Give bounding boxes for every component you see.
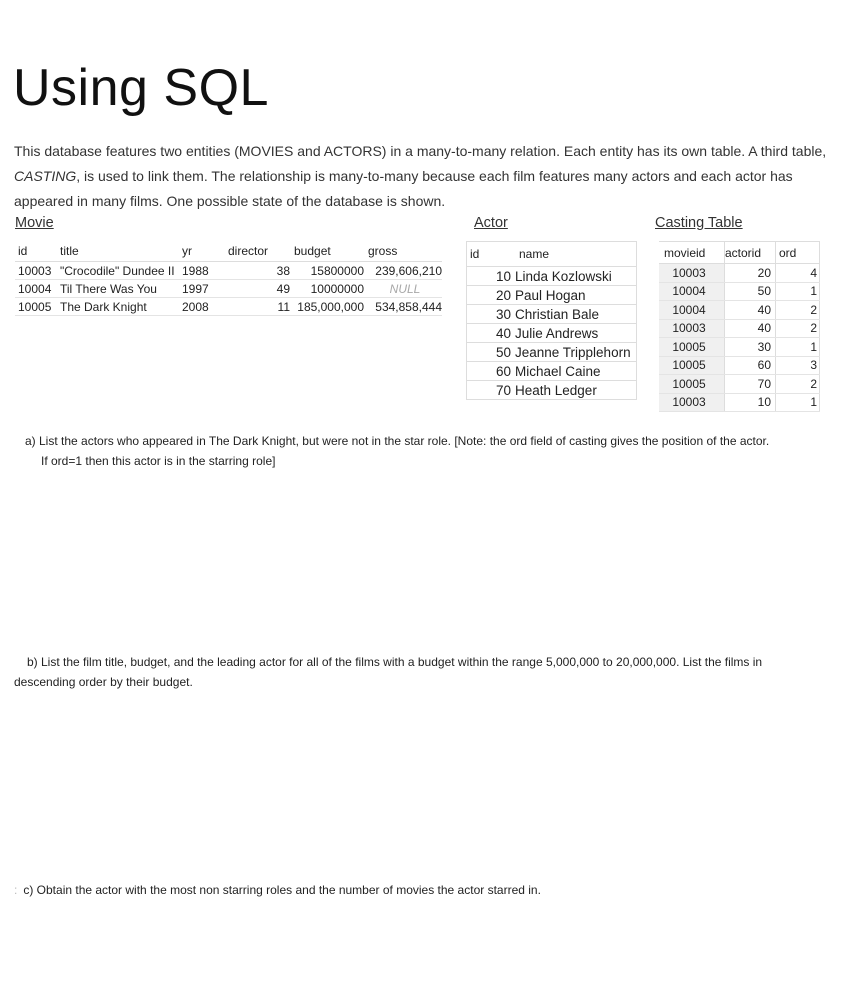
movie-label: Movie: [15, 215, 54, 231]
table-row: [659, 338, 820, 357]
intro-casting-emphasis: CASTING: [14, 168, 77, 184]
table-row: [659, 319, 820, 338]
actor-label: Actor: [474, 215, 508, 231]
table-row: [659, 264, 820, 283]
table-row: [15, 298, 442, 316]
table-row: [659, 301, 820, 320]
movie-cell-budget: 10000000: [294, 280, 368, 298]
actor-cell-name: Jeanne Tripplehorn: [515, 343, 637, 362]
casting-cell-movieid: 10005: [659, 338, 725, 357]
movie-header-yr: yr: [182, 241, 228, 262]
casting-cell-movieid: 10005: [659, 375, 725, 394]
question-c-bullet: :: [14, 883, 18, 897]
actor-cell-id: 60: [467, 362, 516, 381]
table-row: [659, 393, 820, 412]
casting-cell-movieid: 10005: [659, 356, 725, 375]
movie-header-gross: gross: [368, 241, 442, 262]
casting-cell-movieid: 10004: [659, 282, 725, 301]
movie-cell-gross: 534,858,444: [368, 298, 442, 316]
question-c-text: c) Obtain the actor with the most non starring roles and the number of movies the actor starred in.: [23, 883, 541, 897]
movie-cell-gross: 239,606,210: [368, 262, 442, 280]
table-row: [15, 262, 442, 280]
table-row: [467, 381, 637, 400]
actor-header-id: id: [467, 242, 516, 267]
casting-cell-movieid: 10003: [659, 319, 725, 338]
movie-cell-id: 10004: [15, 280, 60, 298]
movie-cell-director: 38: [228, 262, 294, 280]
actor-header-row: [467, 242, 637, 267]
casting-header-row: [659, 242, 820, 264]
casting-cell-movieid: 10003: [659, 264, 725, 283]
casting-cell-ord: 2: [776, 375, 820, 394]
table-row: [467, 267, 637, 286]
question-a-line2: If ord=1 then this actor is in the starring role]: [41, 454, 276, 468]
actor-cell-name: Paul Hogan: [515, 286, 637, 305]
table-row: [659, 282, 820, 301]
intro-paragraph: [14, 139, 834, 214]
table-row: [467, 343, 637, 362]
actor-cell-name: Michael Caine: [515, 362, 637, 381]
movie-cell-title: The Dark Knight: [60, 298, 182, 316]
casting-cell-ord: 1: [776, 393, 820, 412]
table-row: [467, 324, 637, 343]
table-row: [15, 280, 442, 298]
movie-header-row: [15, 241, 442, 262]
actor-header-name: name: [515, 242, 637, 267]
movie-header-title: title: [60, 241, 182, 262]
question-a: [25, 431, 825, 471]
actor-cell-id: 50: [467, 343, 516, 362]
movie-table: [15, 241, 442, 316]
table-row: [659, 375, 820, 394]
casting-cell-ord: 1: [776, 338, 820, 357]
casting-table: [659, 241, 820, 412]
movie-cell-gross-null: NULL: [368, 280, 442, 298]
casting-cell-actorid: 40: [725, 301, 776, 320]
actor-cell-name: Christian Bale: [515, 305, 637, 324]
intro-text-after: , is used to link them. The relationship is many-to-many because each film features many actors and each actor has appeared in many films. One possible state of the database is shown.: [14, 168, 793, 209]
casting-cell-actorid: 30: [725, 338, 776, 357]
movie-cell-id: 10005: [15, 298, 60, 316]
question-b: [14, 652, 814, 692]
casting-header-actorid: actorid: [725, 242, 776, 264]
actor-cell-id: 20: [467, 286, 516, 305]
movie-header-budget: budget: [294, 241, 368, 262]
page-title: Using SQL: [13, 59, 269, 117]
movie-cell-title: "Crocodile" Dundee II: [60, 262, 182, 280]
actor-cell-id: 10: [467, 267, 516, 286]
movie-cell-budget: 185,000,000: [294, 298, 368, 316]
casting-cell-actorid: 50: [725, 282, 776, 301]
actor-cell-id: 40: [467, 324, 516, 343]
actor-cell-name: Linda Kozlowski: [515, 267, 637, 286]
intro-text-before: This database features two entities (MOVIES and ACTORS) in a many-to-many relation. Each entity has its own table. A third table,: [14, 143, 827, 159]
casting-cell-movieid: 10003: [659, 393, 725, 412]
question-b-line1: b) List the film title, budget, and the leading actor for all of the films with a budget within the range 5,000,000 to 20,000,000. List the films in: [27, 655, 763, 669]
movie-cell-director: 11: [228, 298, 294, 316]
table-row: [467, 286, 637, 305]
casting-cell-ord: 4: [776, 264, 820, 283]
casting-cell-actorid: 20: [725, 264, 776, 283]
question-c: [14, 880, 814, 900]
movie-cell-yr: 1997: [182, 280, 228, 298]
casting-cell-actorid: 10: [725, 393, 776, 412]
movie-cell-yr: 1988: [182, 262, 228, 280]
casting-header-movieid: movieid: [659, 242, 725, 264]
casting-cell-actorid: 60: [725, 356, 776, 375]
table-row: [659, 356, 820, 375]
casting-cell-ord: 2: [776, 301, 820, 320]
casting-cell-ord: 2: [776, 319, 820, 338]
casting-cell-actorid: 70: [725, 375, 776, 394]
movie-header-director: director: [228, 241, 294, 262]
table-row: [467, 305, 637, 324]
casting-label: Casting Table: [655, 215, 743, 231]
casting-cell-actorid: 40: [725, 319, 776, 338]
movie-header-id: id: [15, 241, 60, 262]
actor-cell-name: Julie Andrews: [515, 324, 637, 343]
casting-cell-ord: 3: [776, 356, 820, 375]
movie-cell-budget: 15800000: [294, 262, 368, 280]
question-a-line1: a) List the actors who appeared in The Dark Knight, but were not in the star role. [Note: the ord field of casting gives the position of the actor.: [25, 434, 770, 448]
question-b-line2: descending order by their budget.: [14, 675, 193, 689]
actor-cell-name: Heath Ledger: [515, 381, 637, 400]
actor-cell-id: 30: [467, 305, 516, 324]
casting-cell-movieid: 10004: [659, 301, 725, 320]
actor-table: [466, 241, 637, 400]
movie-cell-id: 10003: [15, 262, 60, 280]
movie-cell-title: Til There Was You: [60, 280, 182, 298]
movie-cell-yr: 2008: [182, 298, 228, 316]
actor-cell-id: 70: [467, 381, 516, 400]
casting-header-ord: ord: [776, 242, 820, 264]
table-row: [467, 362, 637, 381]
casting-cell-ord: 1: [776, 282, 820, 301]
movie-cell-director: 49: [228, 280, 294, 298]
